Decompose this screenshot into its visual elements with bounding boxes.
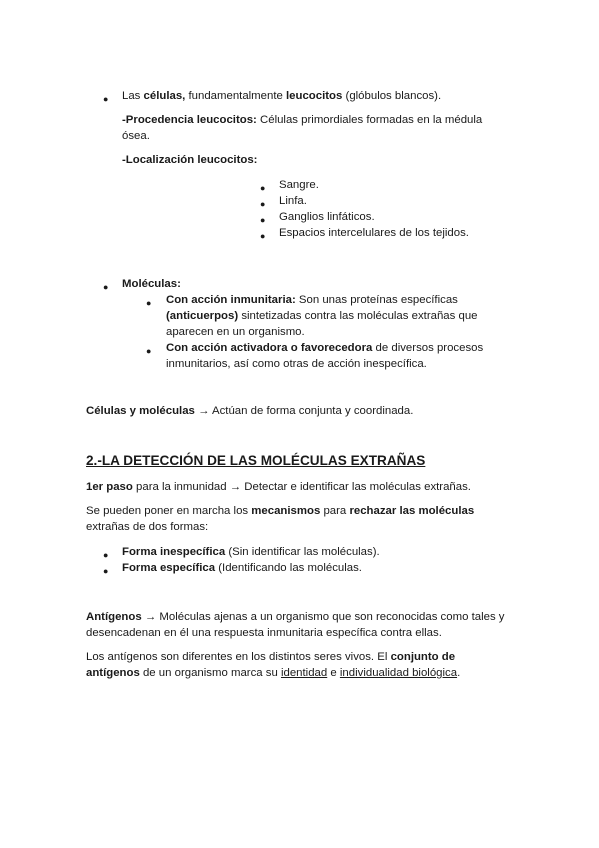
bold-text: Moléculas: — [122, 278, 181, 290]
text: (glóbulos blancos). — [342, 90, 442, 102]
bold-text: -Procedencia leucocitos: — [122, 114, 257, 126]
bold-text: rechazar las moléculas — [349, 505, 475, 517]
text: inmunitarios, así como otras de acción inespecífica. — [166, 358, 427, 370]
bullet-icon — [146, 343, 151, 359]
bullet-icon — [260, 180, 265, 196]
text: e — [327, 667, 340, 679]
molecule-item — [166, 292, 526, 340]
location-item: Ganglios linfáticos. — [279, 211, 375, 223]
bold-text: Forma específica — [122, 562, 216, 574]
step-line — [86, 479, 471, 495]
text: de un organismo marca su — [139, 667, 281, 679]
section-heading — [86, 452, 425, 470]
arrow-right-icon: → — [198, 405, 210, 417]
bullet-icon — [260, 212, 265, 228]
bold-text: (anticuerpos) — [166, 310, 239, 322]
cells-item — [122, 88, 441, 104]
text: aparecen en un organismo. — [166, 326, 305, 338]
molecule-item — [166, 340, 526, 372]
arrow-right-icon: → — [229, 481, 242, 493]
text: extrañas de dos formas: — [86, 521, 209, 533]
bold-text: conjunto de — [390, 651, 456, 663]
bold-text: Células y moléculas — [86, 405, 195, 417]
bullet-icon — [103, 279, 108, 295]
bullet-icon — [103, 547, 108, 563]
bold-text: células, — [143, 90, 186, 102]
text: para — [320, 505, 350, 517]
summary-line — [86, 403, 413, 419]
text: Detectar e identificar las moléculas extrañas. — [241, 481, 471, 493]
underlined-text: individualidad biológica — [339, 667, 458, 679]
text: (Sin identificar las moléculas). — [225, 546, 380, 558]
text: Moléculas ajenas a un organismo que son reconocidas como tales y — [156, 611, 505, 623]
text: sintetizadas contra las moléculas extrañas que — [238, 310, 478, 322]
text: Los antígenos son diferentes en los distintos seres vivos. El — [86, 651, 391, 663]
text: desencadenan en él una respuesta inmunitaria específica contra ellas. — [86, 627, 442, 639]
procedencia-paragraph — [122, 112, 502, 144]
text: fundamentalmente — [185, 90, 287, 102]
text: de diversos procesos — [372, 342, 484, 354]
bullet-icon — [260, 228, 265, 244]
text: Células primordiales formadas en la médula — [256, 114, 483, 126]
bold-text: Con acción activadora o favorecedora — [166, 342, 373, 354]
molecules-title — [122, 276, 181, 292]
bullet-icon — [103, 563, 108, 579]
bold-text: Forma inespecífica — [122, 546, 226, 558]
text: Son unas proteínas específicas — [295, 294, 458, 306]
localizacion-heading — [122, 152, 257, 168]
text: para la inmunidad — [132, 481, 230, 493]
bullet-icon — [260, 196, 265, 212]
diff-paragraph — [86, 649, 526, 681]
bullet-icon — [103, 91, 108, 107]
arrow-right-icon: → — [144, 611, 157, 623]
heading-text: 2.-LA DETECCIÓN DE LAS MOLÉCULAS EXTRAÑAS — [86, 453, 426, 468]
location-item: Espacios intercelulares de los tejidos. — [279, 227, 469, 239]
text: ósea. — [122, 130, 150, 142]
mechanisms-paragraph — [86, 503, 506, 535]
text: (Identificando las moléculas. — [215, 562, 362, 574]
antigens-paragraph — [86, 609, 526, 641]
underlined-text: identidad — [280, 667, 328, 679]
text: Actúan de forma conjunta y coordinada. — [209, 405, 414, 417]
location-item: Linfa. — [279, 195, 307, 207]
text: . — [457, 667, 461, 679]
bold-text: leucocitos — [286, 90, 343, 102]
form-item — [122, 544, 380, 560]
text: Se pueden poner en marcha los — [86, 505, 252, 517]
bold-text: antígenos — [86, 667, 140, 679]
text: Las — [122, 90, 144, 102]
bullet-icon — [146, 295, 151, 311]
bold-text: mecanismos — [251, 505, 321, 517]
bold-text: 1er paso — [86, 481, 133, 493]
bold-text: Con acción inmunitaria: — [166, 294, 296, 306]
location-item: Sangre. — [279, 179, 319, 191]
form-item — [122, 560, 362, 576]
bold-text: -Localización leucocitos: — [122, 154, 258, 166]
bold-text: Antígenos — [86, 611, 142, 623]
